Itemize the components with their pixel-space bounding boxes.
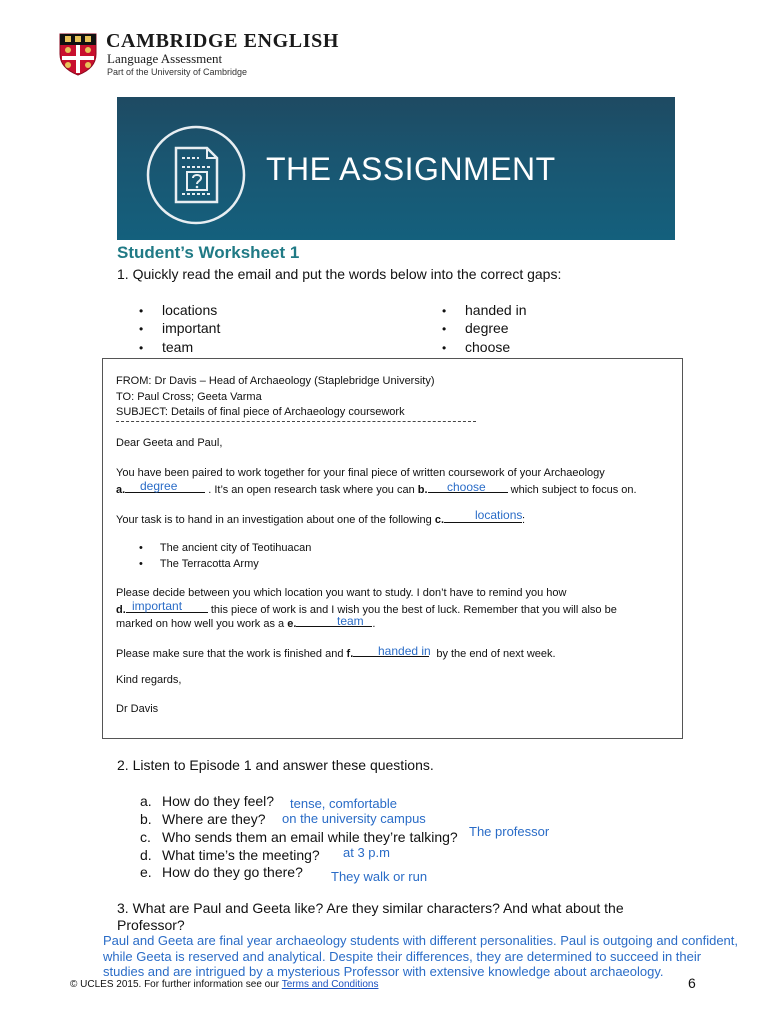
bullet: • <box>139 341 144 355</box>
word-item: important <box>162 320 221 336</box>
email-line-c <box>116 511 525 526</box>
question-3-prompt-line-2: Professor? <box>117 917 185 933</box>
gap-answer-a: degree <box>140 479 178 493</box>
email-text: . It’s an open research task where you can <box>208 484 415 496</box>
email-list-item: • The Terracotta Army <box>139 558 259 570</box>
gap-label-f: f. <box>346 648 354 660</box>
email-text: this piece of work is and I wish you the best of luck. Remember that you will also be <box>210 604 617 616</box>
gap-answer-b: choose <box>447 480 486 494</box>
gap-answer-c: locations <box>475 508 523 522</box>
worksheet-title: Student’s Worksheet 1 <box>117 243 300 262</box>
gap-label-b: b. <box>417 484 428 496</box>
email-list-text: The Terracotta Army <box>159 558 259 570</box>
q2-letter: c. <box>140 829 151 845</box>
email-subject: SUBJECT: Details of final piece of Archaeology coursework <box>116 406 405 418</box>
email-paragraph-3: Please decide between you which location you want to study. I don’t have to remind you how <box>116 587 567 599</box>
email-divider <box>116 421 476 422</box>
q2-letter: b. <box>140 811 152 827</box>
email-text: marked on how well you work as a <box>116 618 285 630</box>
bullet: • <box>442 322 447 336</box>
question-1-prompt: 1. Quickly read the email and put the words below into the correct gaps: <box>117 266 562 282</box>
email-line-f <box>116 645 556 660</box>
email-list-text: The ancient city of Teotihuacan <box>159 542 312 554</box>
q2-question: How do they feel? <box>162 793 275 809</box>
q2-question: Where are they? <box>162 811 266 827</box>
bullet: • <box>442 304 447 318</box>
email-greeting: Dear Geeta and Paul, <box>116 437 223 449</box>
email-signature: Dr Davis <box>116 703 159 715</box>
bullet: • <box>442 341 447 355</box>
gap-label-e: e. <box>287 618 297 630</box>
q2-question: What time’s the meeting? <box>162 847 320 863</box>
email-text: Please make sure that the work is finished and <box>116 648 344 660</box>
gap-answer-e: team <box>337 614 364 628</box>
q2-letter: d. <box>140 847 152 863</box>
q2-answer: at 3 p.m <box>343 845 390 860</box>
email-to: TO: Paul Cross; Geeta Varma <box>116 391 262 403</box>
q2-answer: on the university campus <box>282 811 426 826</box>
word-item: handed in <box>465 302 527 318</box>
gap-label-a: a. <box>116 484 126 496</box>
word-item: degree <box>465 320 509 336</box>
document-question-icon <box>145 124 247 226</box>
email-text: Your task is to hand in an investigation about one of the following <box>116 514 432 526</box>
email-line-d <box>116 601 617 616</box>
q2-letter: a. <box>140 793 152 809</box>
email-text: : <box>522 514 526 526</box>
q2-answer: The professor <box>469 824 550 839</box>
word-item: locations <box>162 302 218 318</box>
q2-letter: e. <box>140 864 152 880</box>
question-3-answer: Paul and Geeta are final year archaeology students with different personalities. Paul is outgoing and confident, while Geeta is reserved and analytical. Despite their differences, they are determined to succeed in their studies and are intrigued by a mysterious Professor with extensive knowledge about archaeology. <box>103 933 739 979</box>
email-from: FROM: Dr Davis – Head of Archaeology (Staplebridge University) <box>116 375 435 387</box>
gap-label-d: d. <box>116 604 126 616</box>
cambridge-crest-icon <box>58 32 98 76</box>
bullet: • <box>139 322 144 336</box>
brand-tagline: Part of the University of Cambridge <box>107 67 248 77</box>
brand-subtitle: Language Assessment <box>107 51 223 66</box>
email-line-a <box>116 481 637 496</box>
banner-title: THE ASSIGNMENT <box>266 151 556 187</box>
email-text: which subject to focus on. <box>510 484 637 496</box>
word-item: team <box>162 339 194 355</box>
email-paragraph-1: You have been paired to work together for your final piece of written coursework of your Archaeology <box>116 467 605 479</box>
gap-answer-f: handed in <box>378 644 431 658</box>
gap-answer-d: important <box>132 599 183 613</box>
email-text: . <box>372 618 376 630</box>
terms-link[interactable]: Terms and Conditions <box>281 979 379 990</box>
brand-name: CAMBRIDGE ENGLISH <box>106 30 340 52</box>
question-2-prompt: 2. Listen to Episode 1 and answer these questions. <box>117 757 434 773</box>
gap-label-c: c. <box>434 514 445 526</box>
q2-answer: They walk or run <box>331 869 428 884</box>
bullet: • <box>139 304 144 318</box>
word-item: choose <box>465 339 511 355</box>
footer-copyright: © UCLES 2015. For further information see our <box>70 979 280 990</box>
page-number: 6 <box>688 975 696 991</box>
q2-answer: tense, comfortable <box>290 796 397 811</box>
question-3-prompt-line-1: 3. What are Paul and Geeta like? Are they similar characters? And what about the <box>117 900 624 916</box>
email-list-item: • The ancient city of Teotihuacan <box>139 542 312 554</box>
q2-question: How do they go there? <box>162 864 303 880</box>
footer <box>70 979 378 990</box>
q2-question: Who sends them an email while they’re talking? <box>162 829 458 845</box>
email-text: by the end of next week. <box>436 648 556 660</box>
email-closing: Kind regards, <box>116 674 182 686</box>
